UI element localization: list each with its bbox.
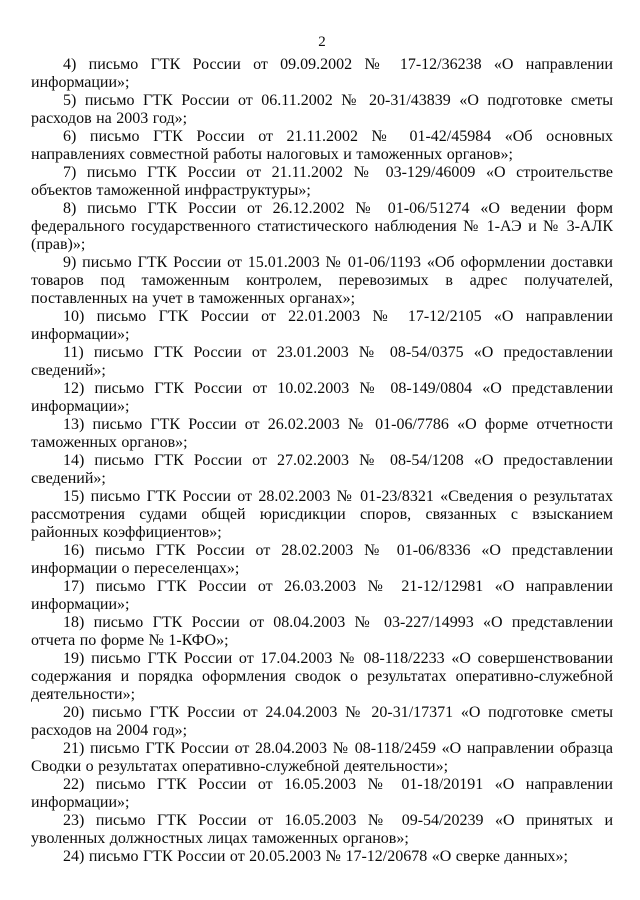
letter-item: 8) письмо ГТК России от 26.12.2002 № 01-06/51274 «О ведении форм федерального государственного статистического наблюдения № 1-АЭ и № 3-АЛК (прав)»; [31,200,613,253]
letter-item: 23) письмо ГТК России от 16.05.2003 № 09-54/20239 «О принятых и уволенных должностных лицах таможенных органов»; [31,812,613,847]
page-number: 2 [318,34,326,50]
letter-item: 18) письмо ГТК России от 08.04.2003 № 03-227/14993 «О представлении отчета по форме № 1-КФО»; [31,614,613,649]
letter-item: 11) письмо ГТК России от 23.01.2003 № 08-54/0375 «О предоставлении сведений»; [31,344,613,379]
letter-item: 10) письмо ГТК России от 22.01.2003 № 17-12/2105 «О направлении информации»; [31,308,613,343]
letter-item: 19) письмо ГТК России от 17.04.2003 № 08-118/2233 «О совершенствовании содержания и порядка оформления сводок о результатах оперативно-служебной деятельности»; [31,650,613,703]
letter-item: 14) письмо ГТК России от 27.02.2003 № 08-54/1208 «О предоставлении сведений»; [31,452,613,487]
letter-item: 4) письмо ГТК России от 09.09.2002 № 17-12/36238 «О направлении информации»; [31,56,613,91]
letter-item: 5) письмо ГТК России от 06.11.2002 № 20-31/43839 «О подготовке сметы расходов на 2003 год»; [31,92,613,127]
letter-item: 9) письмо ГТК России от 15.01.2003 № 01-06/1193 «Об оформлении доставки товаров под таможенным контролем, перевозимых в адрес получателей, поставленных на учет в таможенных органах»; [31,254,613,307]
letter-item: 13) письмо ГТК России от 26.02.2003 № 01-06/7786 «О форме отчетности таможенных органов»; [31,416,613,451]
letter-item: 7) письмо ГТК России от 21.11.2002 № 03-129/46009 «О строительстве объектов таможенной инфраструктуры»; [31,164,613,199]
letter-item: 12) письмо ГТК России от 10.02.2003 № 08-149/0804 «О представлении информации»; [31,380,613,415]
letter-item: 24) письмо ГТК России от 20.05.2003 № 17-12/20678 «О сверке данных»; [63,848,568,865]
letter-item: 6) письмо ГТК России от 21.11.2002 № 01-42/45984 «Об основных направлениях совместной работы налоговых и таможенных органов»; [31,128,613,163]
letter-item: 21) письмо ГТК России от 28.04.2003 № 08-118/2459 «О направлении образца Сводки о результатах оперативно-служебной деятельности»; [31,740,613,775]
letter-item: 17) письмо ГТК России от 26.03.2003 № 21-12/12981 «О направлении информации»; [31,578,613,613]
letter-item: 20) письмо ГТК России от 24.04.2003 № 20-31/17371 «О подготовке сметы расходов на 2004 год»; [31,704,613,739]
letter-item: 16) письмо ГТК России от 28.02.2003 № 01-06/8336 «О представлении информации о переселенцах»; [31,542,613,577]
letter-item: 22) письмо ГТК России от 16.05.2003 № 01-18/20191 «О направлении информации»; [31,776,613,811]
letter-list [31,56,613,866]
letter-item: 15) письмо ГТК России от 28.02.2003 № 01-23/8321 «Сведения о результатах рассмотрения судами общей юрисдикции споров, связанных с взысканием районных коэффициентов»; [31,488,613,541]
